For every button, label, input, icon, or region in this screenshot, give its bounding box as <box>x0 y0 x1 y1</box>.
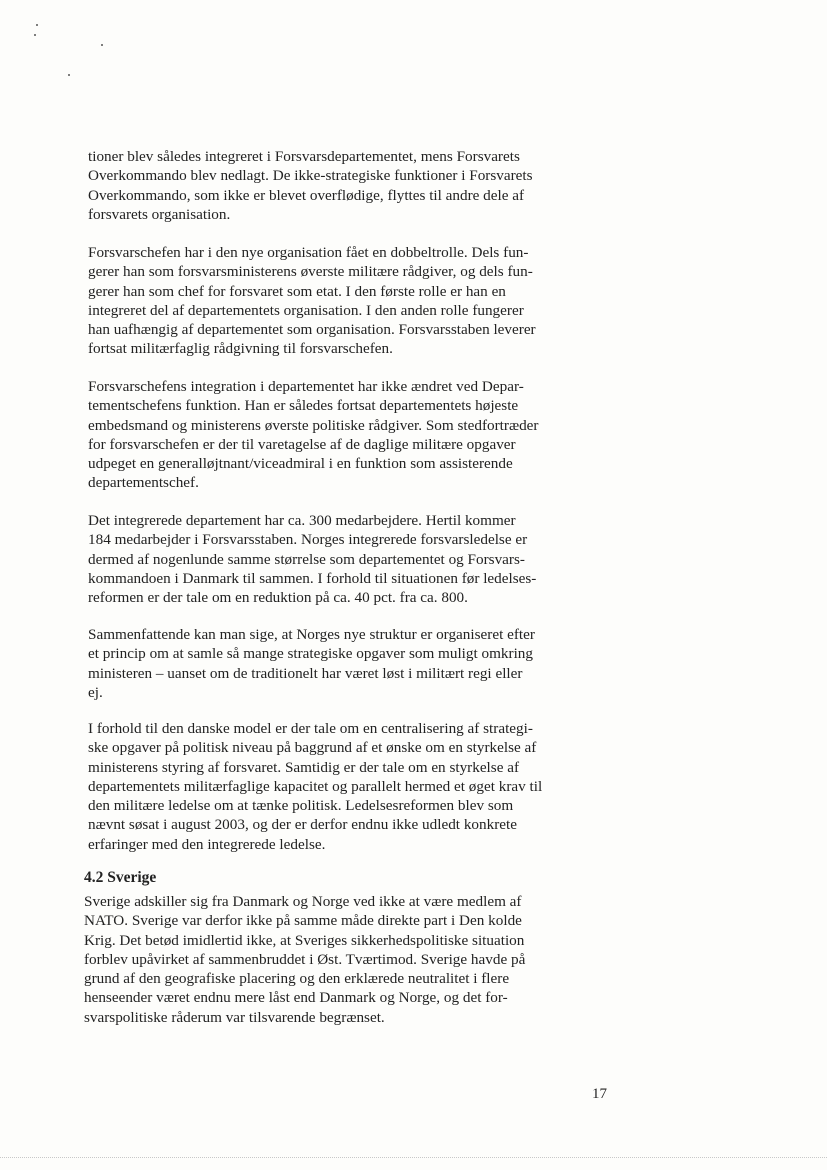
paragraph-4 <box>88 511 728 607</box>
text-line: tementschefens funktion. Han er således fortsat departementets højeste <box>88 397 519 415</box>
text-line: 184 medarbejder i Forsvarsstaben. Norges integrerede forsvarsledelse er <box>88 531 528 549</box>
scan-edge-divider <box>0 1157 827 1158</box>
paragraph-3 <box>88 377 728 493</box>
text-line: forblev upåvirket af sammenbruddet i Øst. Tværtimod. Sverige havde på <box>84 950 526 968</box>
text-line: han uafhængig af departementet som organisation. Forsvarsstaben leverer <box>88 321 536 339</box>
text-line: dermed af nogenlunde samme størrelse som departementet og Forsvars- <box>88 550 525 568</box>
text-line: NATO. Sverige var derfor ikke på samme måde direkte part i Den kolde <box>84 912 522 930</box>
text-line: Forsvarschefens integration i departementet har ikke ændret ved Depar- <box>88 378 524 395</box>
text-line: Sverige adskiller sig fra Danmark og Norge ved ikke at være medlem af <box>84 893 522 910</box>
text-line: forsvarets organisation. <box>88 205 231 223</box>
text-line: for forsvarschefen er der til varetagelse af de daglige militære opgaver <box>88 435 516 453</box>
text-line: departementschef. <box>88 474 199 492</box>
text-line: ministeren – uanset om de traditionelt har været løst i militært regi eller <box>88 664 523 682</box>
text-line: I forhold til den danske model er der tale om en centralisering af strategi- <box>88 720 533 737</box>
section-paragraph <box>84 892 724 1027</box>
text-line: tioner blev således integreret i Forsvarsdepartementet, mens Forsvarets <box>88 148 520 165</box>
text-line: embedsmand og ministerens øverste politiske rådgiver. Som stedfortræder <box>88 416 539 434</box>
text-line: henseender været endnu mere låst end Danmark og Norge, og det for- <box>84 989 508 1007</box>
page-number: 17 <box>592 1086 607 1102</box>
text-line: nævnt søsat i august 2003, og der er derfor endnu ikke udledt konkrete <box>88 816 517 834</box>
paragraph-2 <box>88 243 728 359</box>
text-line: den militære ledelse om at tænke politisk. Ledelsesreformen blev som <box>88 797 514 815</box>
text-line: reformen er der tale om en reduktion på ca. 40 pct. fra ca. 800. <box>88 589 468 607</box>
text-line: Krig. Det betød imidlertid ikke, at Sveriges sikkerhedspolitiske situation <box>84 931 525 949</box>
text-line: kommandoen i Danmark til sammen. I forhold til situationen før ledelses- <box>88 569 537 587</box>
text-line: erfaringer med den integrerede ledelse. <box>88 835 326 853</box>
text-line: svarspolitiske råderum var tilsvarende begrænset. <box>84 1008 385 1026</box>
text-line: gerer han som forsvarsministerens øverste militære rådgiver, og dels fun- <box>88 263 533 281</box>
text-line: ministerens styring af forsvaret. Samtidig er der tale om en styrkelse af <box>88 758 520 776</box>
text-line: Sammenfattende kan man sige, at Norges nye struktur er organiseret efter <box>88 626 535 643</box>
section-heading: 4.2 Sverige <box>84 869 157 886</box>
paragraph-5 <box>88 625 728 702</box>
scan-speck <box>34 34 36 36</box>
scan-speck <box>68 74 70 76</box>
text-line: ej. <box>88 683 103 701</box>
scan-speck <box>101 44 103 46</box>
paragraph-6 <box>88 719 728 854</box>
text-line: gerer han som chef for forsvaret som etat. I den første rolle er han en <box>88 282 506 300</box>
text-line: Overkommando blev nedlagt. De ikke-strategiske funktioner i Forsvarets <box>88 167 533 185</box>
text-line: et princip om at samle så mange strategiske opgaver som muligt omkring <box>88 645 533 663</box>
text-line: Forsvarschefen har i den nye organisation fået en dobbeltrolle. Dels fun- <box>88 244 529 261</box>
text-line: fortsat militærfaglig rådgivning til forsvarschefen. <box>88 340 393 358</box>
scan-speck <box>36 24 38 26</box>
text-line: departementets militærfaglige kapacitet og parallelt hermed et øget krav til <box>88 777 543 795</box>
text-line: Det integrerede departement har ca. 300 medarbejdere. Hertil kommer <box>88 512 516 529</box>
text-line: Overkommando, som ikke er blevet overflødige, flyttes til andre dele af <box>88 186 525 204</box>
text-line: grund af den geografiske placering og den erklærede neutralitet i flere <box>84 970 510 988</box>
paragraph-1 <box>88 147 728 224</box>
text-line: ske opgaver på politisk niveau på baggrund af et ønske om en styrkelse af <box>88 739 537 757</box>
text-line: integreret del af departementets organisation. I den anden rolle fungerer <box>88 301 524 319</box>
text-line: udpeget en generalløjtnant/viceadmiral i en funktion som assisterende <box>88 455 513 473</box>
